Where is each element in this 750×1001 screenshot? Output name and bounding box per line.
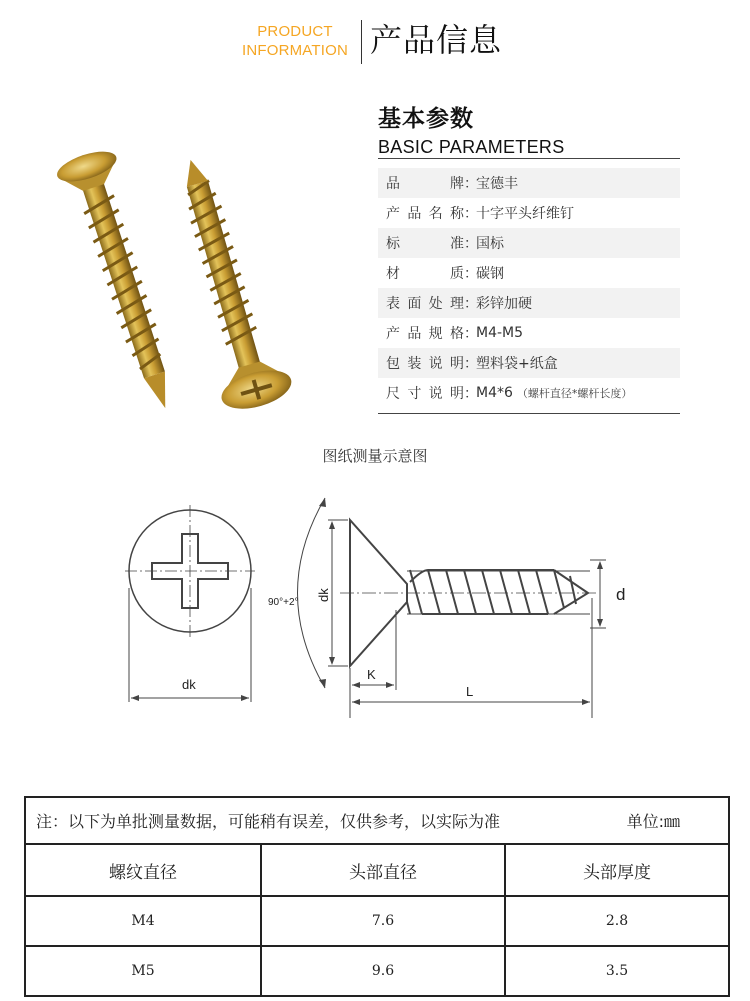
param-colon: ： — [464, 236, 478, 252]
param-row-size — [378, 378, 680, 408]
param-label: 产品名称 — [386, 206, 464, 222]
param-colon: ： — [464, 296, 478, 312]
table-cell: 7.6 — [261, 896, 505, 946]
param-row-finish — [378, 288, 680, 318]
param-label: 品牌 — [386, 176, 464, 192]
header-english-label — [232, 22, 358, 60]
param-row-brand — [378, 168, 680, 198]
params-title: 基本参数 — [378, 106, 474, 132]
table-header-cell: 头部厚度 — [505, 844, 729, 896]
header-divider — [361, 20, 362, 64]
header-en-line1: PRODUCT — [257, 23, 333, 40]
label-l: L — [466, 684, 474, 699]
param-label: 产品规格 — [386, 326, 464, 342]
param-label: 材质 — [386, 266, 464, 282]
param-row-material — [378, 258, 680, 288]
param-label: 表面处理 — [386, 296, 464, 312]
table-row — [25, 896, 729, 946]
measurement-table — [24, 796, 730, 997]
param-colon: ： — [464, 266, 478, 282]
screw-head-top-view — [125, 505, 255, 702]
param-size-note: （螺杆直径*螺杆长度） — [516, 387, 633, 400]
screw-photo — [40, 140, 310, 430]
param-row-standard — [378, 228, 680, 258]
table-cell: M5 — [25, 946, 261, 996]
param-size-value: M4*6 — [476, 385, 513, 401]
param-value: 彩锌加硬 — [476, 296, 532, 312]
page-title: 产品信息 — [370, 21, 503, 59]
table-header-cell: 头部直径 — [261, 844, 505, 896]
label-dk-side: dk — [316, 588, 331, 602]
table-row — [25, 946, 729, 996]
param-row-spec — [378, 318, 680, 348]
table-cell: 3.5 — [505, 946, 729, 996]
screw-drawing — [110, 490, 650, 730]
label-angle: 90°+2° — [268, 597, 299, 608]
screw-side-view — [298, 498, 607, 718]
param-colon: ： — [464, 356, 478, 372]
param-row-packing — [378, 348, 680, 378]
table-unit: 单位:㎜ — [626, 812, 680, 831]
param-value: M4-M5 — [476, 325, 524, 341]
label-dk-bottom: dk — [182, 677, 196, 692]
param-colon: ： — [464, 206, 478, 222]
param-value: 十字平头纤维钉 — [476, 206, 574, 222]
params-divider — [378, 158, 680, 159]
param-row-name — [378, 198, 680, 228]
table-cell: 9.6 — [261, 946, 505, 996]
param-value: 国标 — [476, 236, 504, 252]
param-value: 碳钢 — [476, 266, 504, 282]
label-k: K — [367, 667, 376, 682]
param-value — [474, 385, 632, 401]
param-colon: ： — [464, 326, 478, 342]
table-cell: M4 — [25, 896, 261, 946]
table-note-row — [25, 797, 729, 844]
params-subtitle: BASIC PARAMETERS — [378, 137, 565, 157]
param-colon: ： — [464, 176, 478, 192]
param-label: 尺寸说明 — [386, 386, 464, 402]
param-label: 标准 — [386, 236, 464, 252]
header-en-line2: INFORMATION — [241, 42, 349, 59]
label-d: d — [616, 585, 626, 604]
param-value: 宝德丰 — [476, 176, 518, 192]
table-cell: 2.8 — [505, 896, 729, 946]
table-header-cell: 螺纹直径 — [25, 844, 261, 896]
drawing-title: 图纸测量示意图 — [322, 447, 428, 465]
param-colon: ： — [464, 386, 478, 402]
table-header-row — [25, 844, 729, 896]
params-bottom-divider — [378, 413, 680, 414]
params-list — [378, 168, 680, 408]
param-label: 包装说明 — [386, 356, 464, 372]
table-note: 注：以下为单批测量数据，可能稍有误差，仅供参考，以实际为准 — [36, 812, 501, 831]
param-value: 塑料袋+纸盒 — [476, 356, 558, 372]
